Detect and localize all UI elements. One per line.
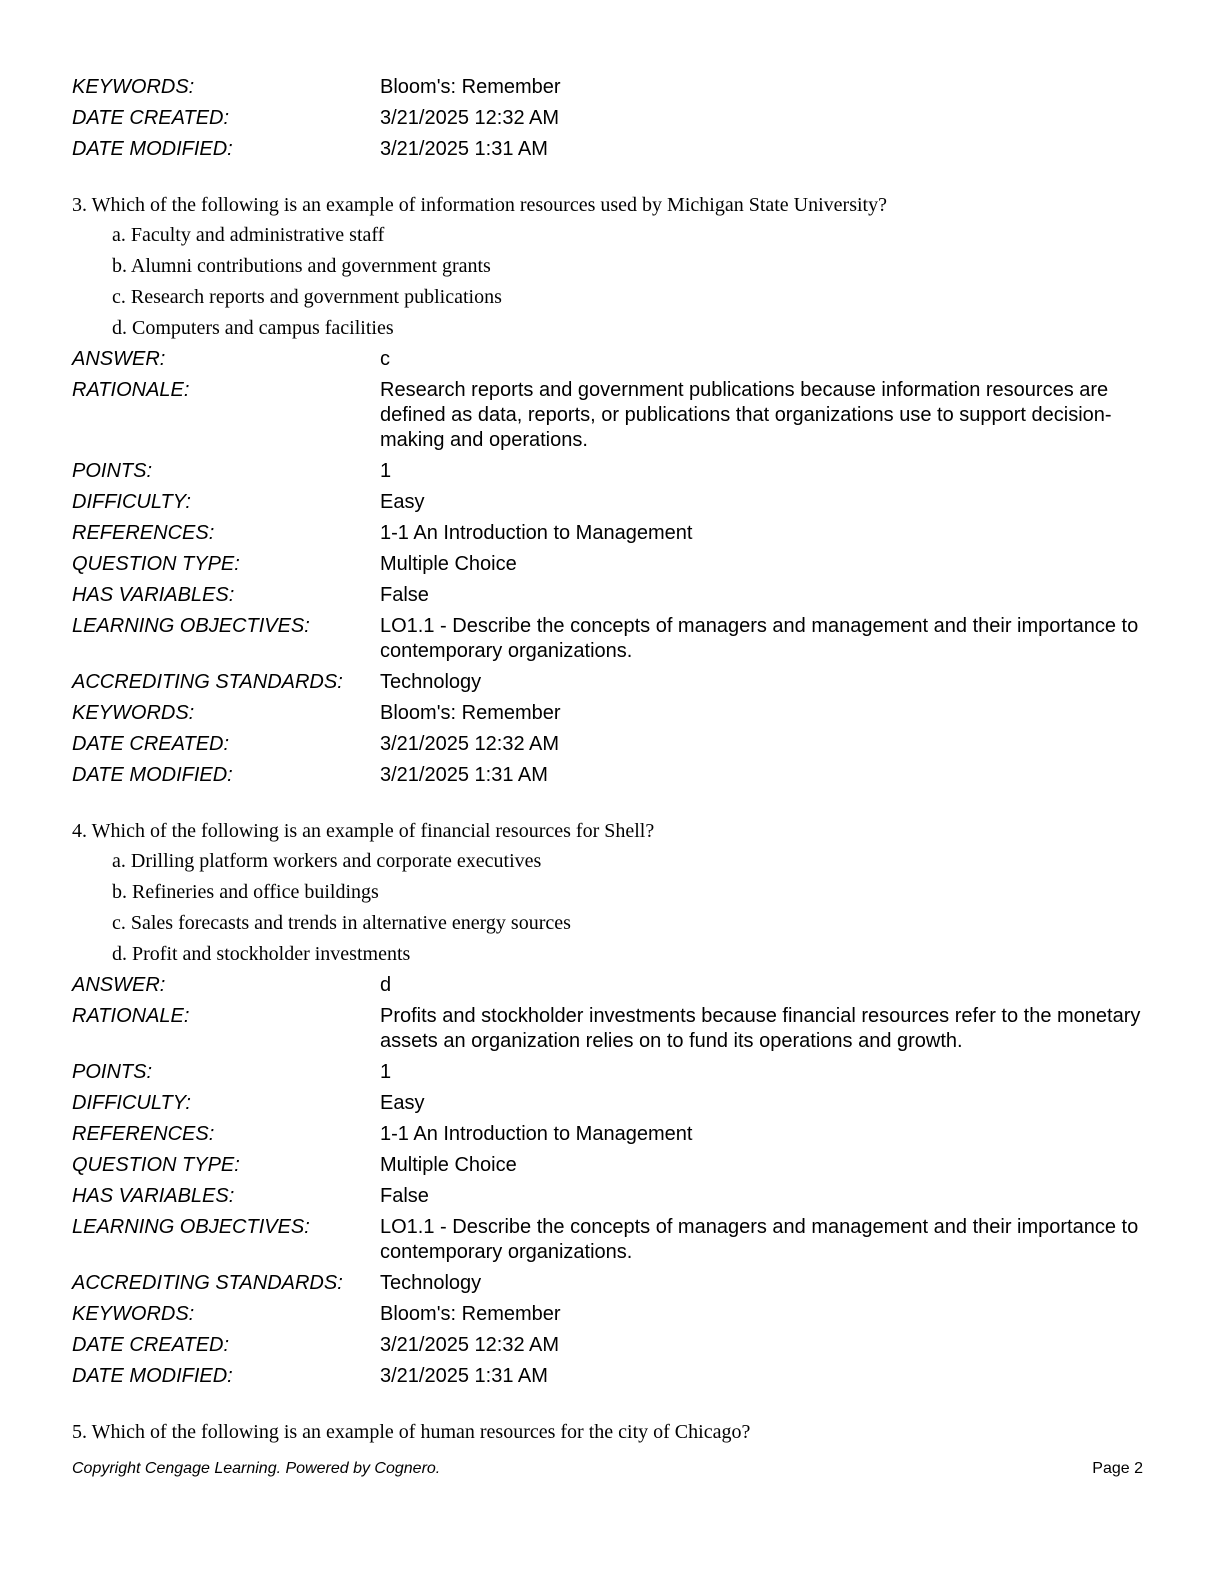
points-key: POINTS:	[72, 460, 153, 482]
difficulty-value: Easy	[380, 1092, 425, 1114]
question-3-meta	[72, 344, 1152, 791]
question-3	[72, 189, 1152, 344]
meta-value: Bloom's: Remember	[380, 76, 561, 98]
answer-option-d: d. Profit and stockholder investments	[112, 943, 411, 965]
question-type-value: Multiple Choice	[380, 1154, 517, 1176]
points-key: POINTS:	[72, 1061, 153, 1083]
question-5	[72, 1416, 1152, 1447]
rationale-key: RATIONALE:	[72, 379, 190, 401]
meta-value: 3/21/2025 1:31 AM	[380, 138, 548, 160]
copyright-text: Copyright Cengage Learning. Powered by Cognero.	[72, 1460, 441, 1477]
question-type-key: QUESTION TYPE:	[72, 1154, 240, 1176]
points-value: 1	[380, 460, 392, 482]
references-key: REFERENCES:	[72, 1123, 215, 1145]
accrediting-standards-value: Technology	[380, 671, 482, 693]
keywords-key: KEYWORDS:	[72, 1303, 195, 1325]
question-type-key: QUESTION TYPE:	[72, 553, 240, 575]
question-type-value: Multiple Choice	[380, 553, 517, 575]
references-value: 1-1 An Introduction to Management	[380, 1123, 693, 1145]
points-value: 1	[380, 1061, 392, 1083]
answer-value: d	[380, 974, 392, 996]
references-value: 1-1 An Introduction to Management	[380, 522, 693, 544]
answer-key: ANSWER:	[72, 974, 166, 996]
question-stem: 5. Which of the following is an example of human resources for the city of Chicago?	[72, 1421, 751, 1443]
has-variables-key: HAS VARIABLES:	[72, 584, 235, 606]
date-modified-key: DATE MODIFIED:	[72, 764, 233, 786]
answer-option-a: a. Faculty and administrative staff	[112, 224, 385, 246]
difficulty-key: DIFFICULTY:	[72, 491, 191, 513]
references-key: REFERENCES:	[72, 522, 215, 544]
answer-value: c	[380, 348, 390, 370]
question-4	[72, 815, 1152, 970]
answer-key: ANSWER:	[72, 348, 166, 370]
date-modified-key: DATE MODIFIED:	[72, 1365, 233, 1387]
question-stem: 3. Which of the following is an example of information resources used by Michigan State University?	[72, 194, 887, 216]
rationale-value: Profits and stockholder investments because financial resources refer to the monetary assets an organization relies on to fund its operations and growth.	[380, 1005, 1141, 1052]
answer-option-b: b. Alumni contributions and government grants	[112, 255, 491, 277]
meta-key: DATE MODIFIED:	[72, 138, 233, 160]
learning-objectives-value: LO1.1 - Describe the concepts of managers and management and their importance to contemporary organizations.	[380, 615, 1139, 662]
has-variables-value: False	[380, 584, 429, 606]
previous-question-meta	[72, 72, 1152, 165]
keywords-key: KEYWORDS:	[72, 702, 195, 724]
date-created-value: 3/21/2025 12:32 AM	[380, 1334, 560, 1356]
date-created-key: DATE CREATED:	[72, 1334, 230, 1356]
date-created-value: 3/21/2025 12:32 AM	[380, 733, 560, 755]
has-variables-value: False	[380, 1185, 429, 1207]
question-4-meta	[72, 970, 1152, 1392]
has-variables-key: HAS VARIABLES:	[72, 1185, 235, 1207]
difficulty-key: DIFFICULTY:	[72, 1092, 191, 1114]
accrediting-standards-value: Technology	[380, 1272, 482, 1294]
answer-option-c: c. Research reports and government publications	[112, 286, 502, 308]
learning-objectives-key: LEARNING OBJECTIVES:	[72, 615, 310, 637]
learning-objectives-key: LEARNING OBJECTIVES:	[72, 1216, 310, 1238]
answer-option-d: d. Computers and campus facilities	[112, 317, 394, 339]
rationale-value: Research reports and government publications because information resources are defined as data, reports, or publications that organizations use to support decision-making and operations.	[380, 379, 1112, 451]
accrediting-standards-key: ACCREDITING STANDARDS:	[72, 1272, 343, 1294]
date-modified-value: 3/21/2025 1:31 AM	[380, 1365, 548, 1387]
page-number: Page 2	[1092, 1460, 1143, 1477]
date-created-key: DATE CREATED:	[72, 733, 230, 755]
rationale-key: RATIONALE:	[72, 1005, 190, 1027]
accrediting-standards-key: ACCREDITING STANDARDS:	[72, 671, 343, 693]
keywords-value: Bloom's: Remember	[380, 702, 561, 724]
answer-option-a: a. Drilling platform workers and corporate executives	[112, 850, 542, 872]
learning-objectives-value: LO1.1 - Describe the concepts of managers and management and their importance to contemporary organizations.	[380, 1216, 1139, 1263]
keywords-value: Bloom's: Remember	[380, 1303, 561, 1325]
meta-key: DATE CREATED:	[72, 107, 230, 129]
page-footer	[72, 1460, 1143, 1478]
meta-key: KEYWORDS:	[72, 76, 195, 98]
date-modified-value: 3/21/2025 1:31 AM	[380, 764, 548, 786]
document-page	[72, 72, 1152, 1447]
meta-value: 3/21/2025 12:32 AM	[380, 107, 560, 129]
question-stem: 4. Which of the following is an example of financial resources for Shell?	[72, 820, 655, 842]
answer-option-b: b. Refineries and office buildings	[112, 881, 379, 903]
difficulty-value: Easy	[380, 491, 425, 513]
answer-option-c: c. Sales forecasts and trends in alternative energy sources	[112, 912, 571, 934]
